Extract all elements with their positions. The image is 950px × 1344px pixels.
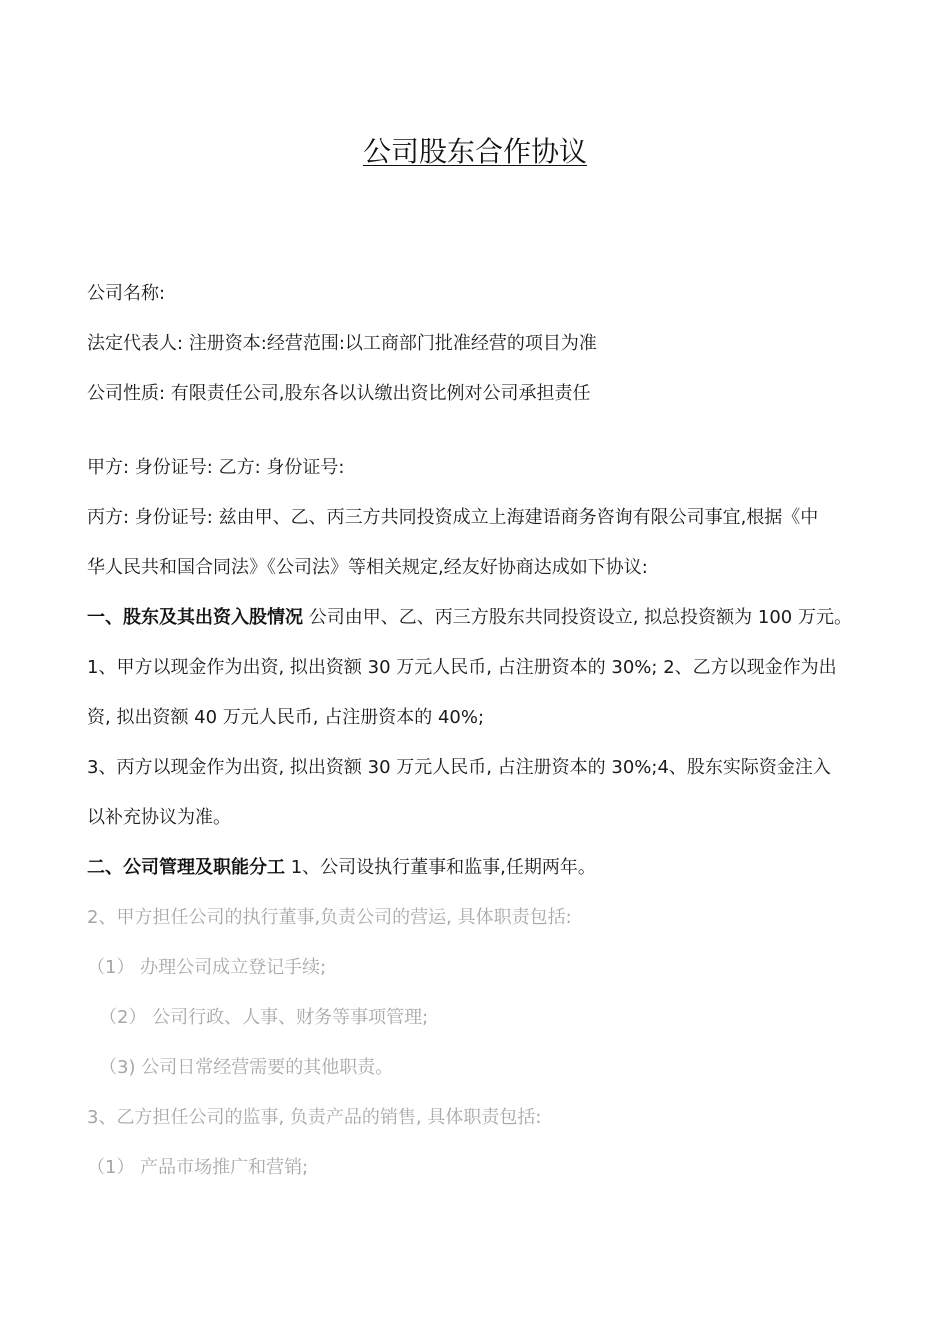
section-1-item-3-line-1: 3、丙方以现金作为出资, 拟出资额 30 万元人民币, 占注册资本的 30%;4、股东实际资金注入: [87, 757, 831, 778]
section-1-item-1-line-2: 资, 拟出资额 40 万元人民币, 占注册资本的 40%;: [87, 707, 485, 728]
section-2-heading: 二、公司管理及职能分工: [87, 857, 285, 878]
section-2-item-3: 3、乙方担任公司的监事, 负责产品的销售, 具体职责包括:: [87, 1107, 542, 1128]
section-1-item-3-line-2: 以补充协议为准。: [87, 807, 231, 828]
party-a-b-line: 甲方: 身份证号: 乙方: 身份证号:: [87, 457, 345, 478]
section-2-item-3-sub-1: （1） 产品市场推广和营销;: [87, 1157, 309, 1178]
company-name-line: 公司名称:: [87, 283, 166, 304]
section-1-item-1-line-1: 1、甲方以现金作为出资, 拟出资额 30 万元人民币, 占注册资本的 30%; 2、乙方以现金作为出: [87, 657, 837, 678]
section-2-item-2-sub-3: （3) 公司日常经营需要的其他职责。: [99, 1057, 394, 1078]
company-nature-line: 公司性质: 有限责任公司,股东各以认缴出资比例对公司承担责任: [87, 383, 591, 404]
document-title: 公司股东合作协议: [362, 135, 587, 168]
party-c-line-2: 华人民共和国合同法》《公司法》等相关规定,经友好协商达成如下协议:: [87, 557, 648, 578]
section-2-text: 1、公司设执行董事和监事,任期两年。: [285, 857, 596, 878]
section-2-item-2-sub-2: （2） 公司行政、人事、财务等事项管理;: [99, 1007, 429, 1028]
section-1-heading: 一、股东及其出资入股情况: [87, 607, 303, 628]
section-2-paragraph: [87, 855, 887, 881]
party-c-line-1: 丙方: 身份证号: 兹由甲、乙、丙三方共同投资成立上海建语商务咨询有限公司事宜,根据《中: [87, 507, 819, 528]
section-2-item-2-sub-1: （1） 办理公司成立登记手续;: [87, 957, 327, 978]
section-2-item-2: 2、甲方担任公司的执行董事,负责公司的营运, 具体职责包括:: [87, 907, 572, 928]
legal-representative-line: 法定代表人: 注册资本:经营范围:以工商部门批准经营的项目为准: [87, 333, 597, 354]
section-1-text: 公司由甲、乙、丙三方股东共同投资设立, 拟总投资额为 100 万元。: [303, 607, 852, 628]
section-1-paragraph: [87, 605, 887, 631]
